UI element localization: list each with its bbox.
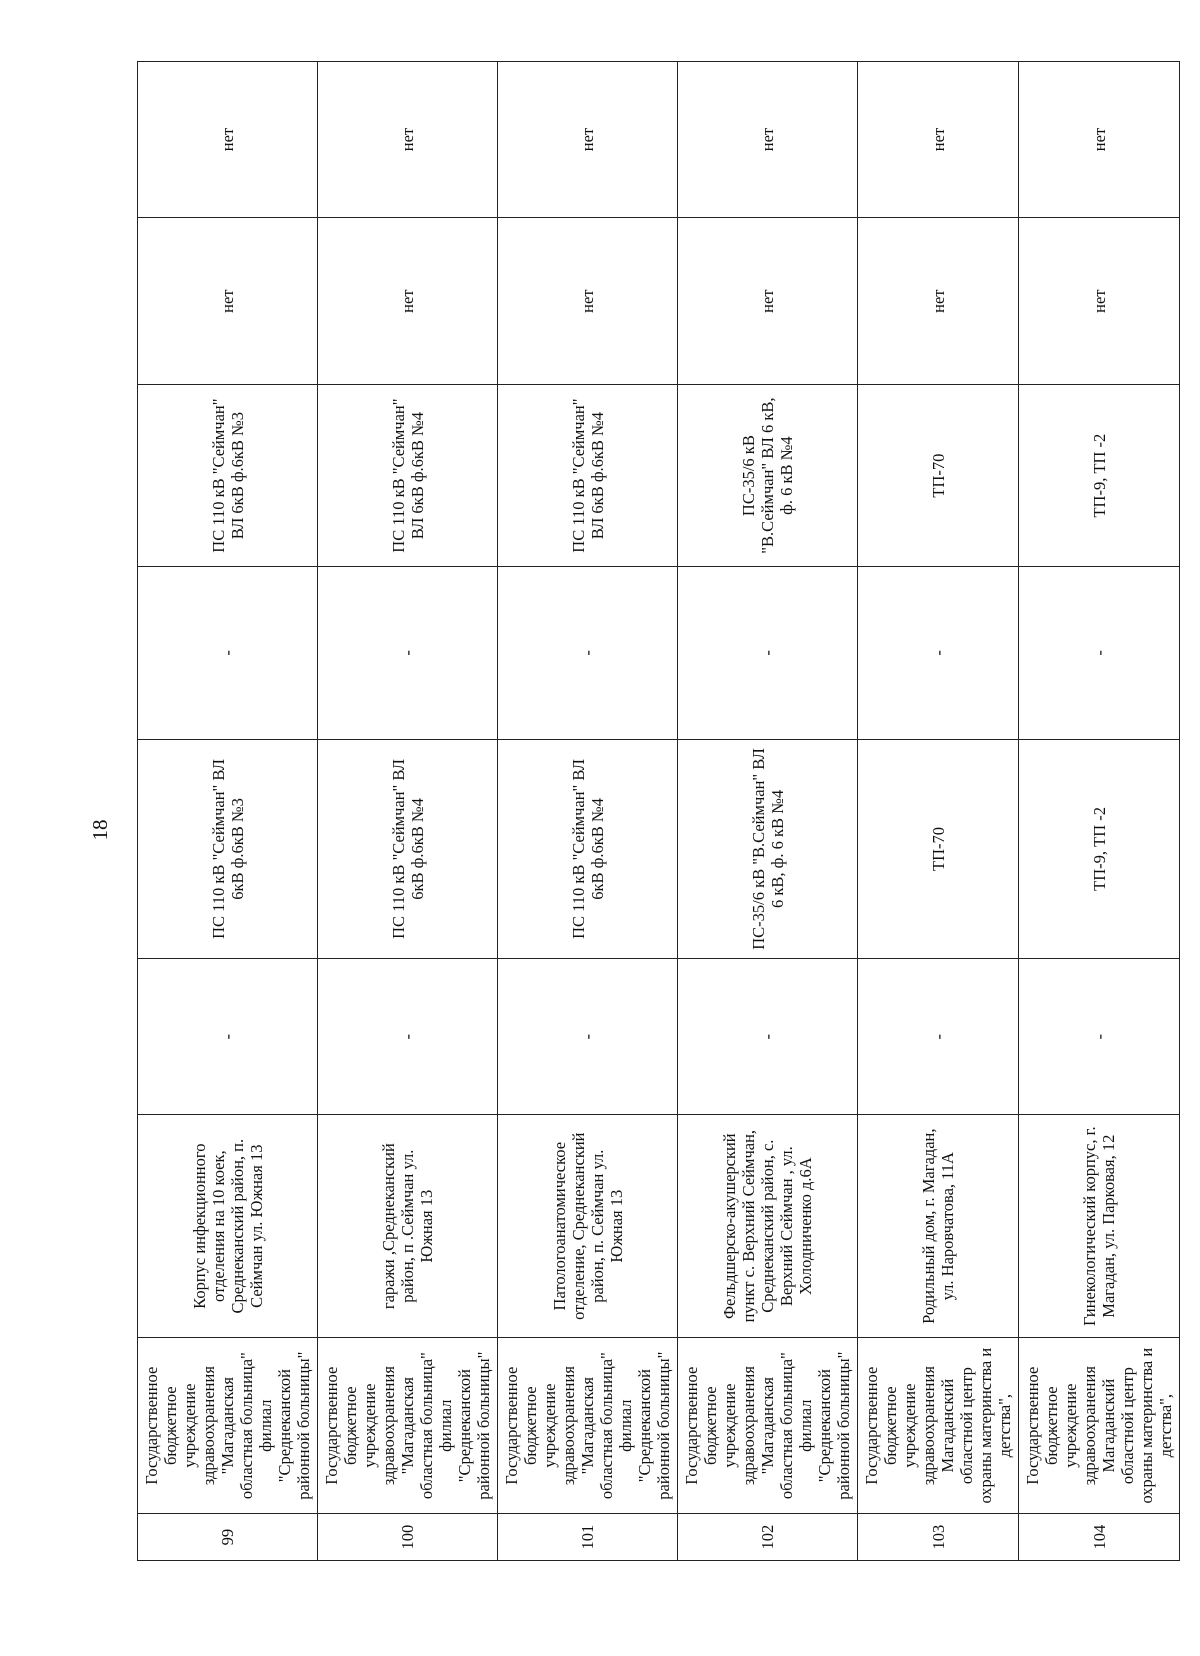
no-cell: нет [498,62,678,218]
table-row [858,62,1019,1561]
no-cell: нет [318,218,498,385]
no-cell: нет [678,62,858,218]
no-cell: нет [498,218,678,385]
dash-cell: - [678,566,858,739]
no-cell: нет [138,62,318,218]
dash-cell: - [138,959,318,1115]
supply-source-cell: ПС 110 кВ "Сеймчан" ВЛ 6кВ ф.6кВ №4 [318,385,498,567]
object-address-cell: Корпус инфекционного отделения на 10 коек, Среднеканский район, п. Сеймчан ул. Южная 13 [138,1115,318,1338]
power-supply-table [137,61,1180,1561]
table-row [1019,62,1180,1561]
supply-source-cell: ПС 110 кВ "Сеймчан" ВЛ 6кВ ф.6кВ №4 [498,385,678,567]
dash-cell: - [1019,959,1180,1115]
dash-cell: - [318,959,498,1115]
dash-cell: - [498,959,678,1115]
row-number: 101 [498,1514,678,1561]
supply-source-cell: ТП-9, ТП -2 [1019,739,1180,959]
object-address-cell: Патологоанатомическое отделение, Среднеканский район, п. Сеймчан ул. Южная 13 [498,1115,678,1338]
row-number: 102 [678,1514,858,1561]
row-number: 100 [318,1514,498,1561]
no-cell: нет [138,218,318,385]
organization-cell: Государственное бюджетное учреждение здравоохранения Магаданский областной центр охраны материнства и детства", [858,1338,1019,1514]
no-cell: нет [1019,218,1180,385]
organization-cell: Государственное бюджетное учреждение здравоохранения "Магаданская областная больница" филиал "Среднеканской районной больницы" [498,1338,678,1514]
supply-source-cell: ПС-35/6 кВ "В.Сеймчан" ВЛ 6 кВ, ф. 6 кВ №4 [678,739,858,959]
table-row [318,62,498,1561]
table-row [498,62,678,1561]
row-number: 103 [858,1514,1019,1561]
dash-cell: - [678,959,858,1115]
object-address-cell: Родильный дом, г. Магадан, ул. Наровчатова, 11А [858,1115,1019,1338]
dash-cell: - [858,566,1019,739]
object-address-cell: Гинекологический корпус, г. Магадан, ул. Парковая, 12 [1019,1115,1180,1338]
page-number: 18 [88,819,112,841]
object-address-cell: Фельдшерско-акушерский пункт с. Верхний Сеймчан, Среднеканский район, с. Верхний Сеймчан , ул. Холодниченко д.6А [678,1115,858,1338]
organization-cell: Государственное бюджетное учреждение здравоохранения "Магаданская областная больница" филиал "Среднеканской районной больницы" [318,1338,498,1514]
dash-cell: - [858,959,1019,1115]
object-address-cell: гаражи ,Среднеканский район, п .Сеймчан ул. Южная 13 [318,1115,498,1338]
dash-cell: - [498,566,678,739]
no-cell: нет [858,218,1019,385]
no-cell: нет [318,62,498,218]
supply-source-cell: ПС 110 кВ "Сеймчан" ВЛ 6кВ ф.6кВ №3 [138,385,318,567]
no-cell: нет [858,62,1019,218]
supply-source-cell: ТП-70 [858,739,1019,959]
supply-source-cell: ПС 110 кВ "Сеймчан" ВЛ 6кВ ф.6кВ №4 [498,739,678,959]
supply-source-cell: ПС-35/6 кВ "В.Сеймчан" ВЛ 6 кВ, ф. 6 кВ №4 [678,385,858,567]
row-number: 99 [138,1514,318,1561]
row-number: 104 [1019,1514,1180,1561]
no-cell: нет [678,218,858,385]
supply-source-cell: ТП-70 [858,385,1019,567]
organization-cell: Государственное бюджетное учреждение здравоохранения "Магаданская областная больница" филиал "Среднеканской районной больницы" [138,1338,318,1514]
supply-source-cell: ПС 110 кВ "Сеймчан" ВЛ 6кВ ф.6кВ №3 [138,739,318,959]
dash-cell: - [318,566,498,739]
organization-cell: Государственное бюджетное учреждение здравоохранения "Магаданская областная больница" филиал "Среднеканской районной больницы" [678,1338,858,1514]
dash-cell: - [1019,566,1180,739]
dash-cell: - [138,566,318,739]
supply-source-cell: ТП-9, ТП -2 [1019,385,1180,567]
table-row [138,62,318,1561]
no-cell: нет [1019,62,1180,218]
table-row [678,62,858,1561]
organization-cell: Государственное бюджетное учреждение здравоохранения Магаданский областной центр охраны материнства и детства", [1019,1338,1180,1514]
rotated-table-container [137,61,1175,1561]
supply-source-cell: ПС 110 кВ "Сеймчан" ВЛ 6кВ ф.6кВ №4 [318,739,498,959]
